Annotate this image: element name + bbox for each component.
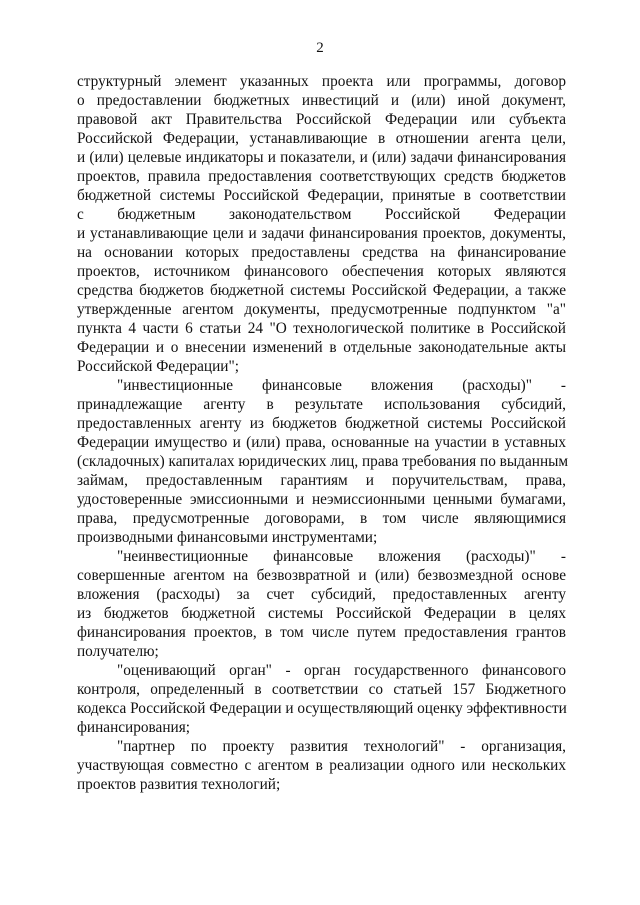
text-line: из бюджетов бюджетной системы Российской Федерации в целях (77, 605, 566, 622)
text-line: и устанавливающие цели и задачи финансирования проектов, документы, (77, 225, 566, 242)
text-line: контроля, определенный в соответствии со статьей 157 Бюджетного (77, 681, 566, 698)
text-line: "инвестиционные финансовые вложения (расходы)" - (117, 377, 566, 394)
text-line: производными финансовыми инструментами; (77, 529, 378, 546)
text-line: о предоставлении бюджетных инвестиций и (или) иной документ, (77, 92, 566, 109)
text-line: удостоверенные эмиссионными и неэмиссионными ценными бумагами, (77, 491, 566, 508)
text-line: с бюджетным законодательством Российской Федерации (77, 206, 566, 223)
text-line: "партнер по проекту развития технологий" - организация, (117, 738, 566, 755)
text-line: принадлежащие агенту в результате использования субсидий, (77, 396, 566, 413)
text-line: Федерации имущество и (или) права, основанные на участии в уставных (77, 434, 566, 451)
text-line: (складочных) капиталах юридических лиц, права требования по выданным (77, 453, 569, 470)
text-line: вложения (расходы) за счет субсидий, предоставленных агенту (77, 586, 566, 603)
text-line: Российской Федерации"; (77, 358, 239, 375)
text-line: утвержденные агентом документы, предусмотренные подпунктом "а" (77, 301, 566, 318)
text-line: "неинвестиционные финансовые вложения (расходы)" - (117, 548, 566, 565)
text-line: предоставленных агенту из бюджетов бюджетной системы Российской (77, 415, 566, 432)
text-line: проектов развития технологий; (77, 776, 281, 793)
page-number: 2 (316, 40, 324, 56)
text-line: средства бюджетов бюджетной системы Российской Федерации, а также (77, 282, 566, 299)
text-line: займам, предоставленным гарантиям и поручительствам, права, (77, 472, 566, 489)
text-line: проектов, правила предоставления соответствующих средств бюджетов (77, 168, 566, 185)
text-line: бюджетной системы Российской Федерации, принятые в соответствии (77, 187, 566, 204)
paragraph (77, 376, 569, 547)
text-line: проектов, источником финансового обеспечения которых являются (77, 263, 566, 280)
text-line: кодекса Российской Федерации и осуществляющий оценку эффективности (77, 700, 567, 717)
text-line: пункта 4 части 6 статьи 24 "О технологической политике в Российской (77, 320, 566, 337)
text-line: финансирования; (77, 719, 191, 736)
text-line: права, предусмотренные договорами, в том числе являющимися (77, 510, 566, 527)
text-line: структурный элемент указанных проекта или программы, договор (77, 73, 566, 90)
text-line: совершенные агентом на безвозвратной и (или) безвозмездной основе (77, 567, 566, 584)
text-line: Российской Федерации, устанавливающие в отношении агента цели, (77, 130, 566, 147)
text-line: на основании которых предоставлены средства на финансирование (77, 244, 566, 261)
paragraph (77, 72, 566, 376)
document-body (77, 72, 569, 794)
text-line: получателю; (77, 643, 159, 660)
text-line: участвующая совместно с агентом в реализации одного или нескольких (77, 757, 566, 774)
paragraph (77, 547, 566, 661)
paragraph (77, 661, 566, 737)
text-line: Федерации и о внесении изменений в отдельные законодательные акты (77, 339, 566, 356)
text-line: и (или) целевые индикаторы и показатели, и (или) задачи финансирования (77, 149, 566, 166)
paragraph (77, 737, 566, 794)
text-line: правовой акт Правительства Российской Федерации или субъекта (77, 111, 566, 128)
text-line: финансирования проектов, в том числе путем предоставления грантов (77, 624, 566, 641)
text-line: "оценивающий орган" - орган государственного финансового (117, 662, 566, 679)
